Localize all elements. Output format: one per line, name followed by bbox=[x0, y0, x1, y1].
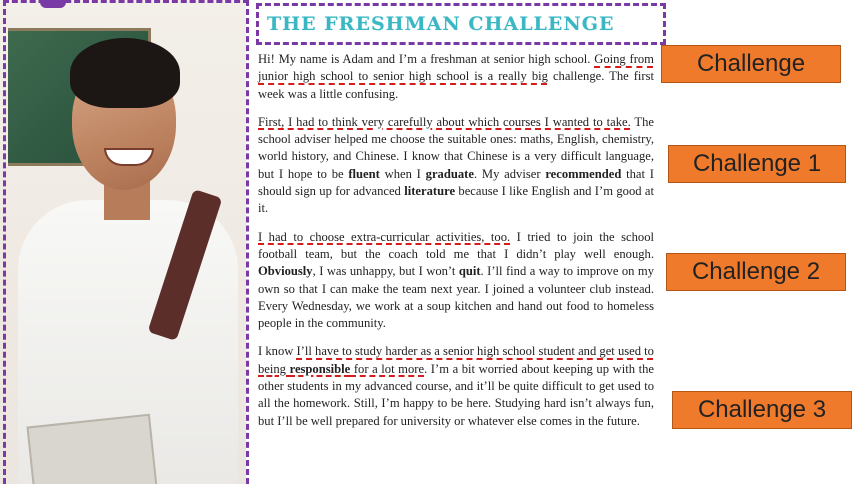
text-run: I know bbox=[258, 344, 297, 359]
text-run: because I like English and I’m good at it. bbox=[258, 184, 654, 216]
article-text bbox=[258, 51, 654, 441]
text-run: challenge. The first week was a little confusing. bbox=[258, 69, 654, 101]
text-run: , I was unhappy, but I won’t bbox=[312, 264, 459, 279]
underlined-challenge-3: I’ll have to study harder as a senior high school student and get used to being bbox=[258, 344, 654, 376]
bold-underlined-word: responsible bbox=[289, 361, 351, 376]
book bbox=[26, 414, 157, 484]
underlined-challenge-text: Going from junior high school to senior high school is a really big bbox=[258, 52, 654, 84]
photo-right-border bbox=[246, 0, 249, 484]
text-run: . I’ll find a way to improve on my own so that I can make the team next year. I joined a volunteer club instead. Every Wednesday, we work at a soup kitchen and hand out food to homeless people in the community. bbox=[258, 264, 655, 331]
bold-word: graduate bbox=[425, 166, 474, 181]
paragraph-1 bbox=[258, 51, 654, 103]
challenge-3-label: Challenge 3 bbox=[672, 391, 852, 429]
text-run: Hi! My name is Adam and I’m a freshman at senior high school. bbox=[258, 52, 595, 66]
corner-tab bbox=[40, 0, 66, 8]
text-run: when I bbox=[379, 166, 426, 181]
student-photo bbox=[0, 0, 246, 484]
paragraph-2 bbox=[258, 114, 654, 218]
photo-left-border bbox=[3, 0, 6, 484]
paragraph-3 bbox=[258, 229, 654, 333]
underlined-challenge-1: First, I had to think very carefully about which courses I wanted to take. bbox=[258, 114, 631, 129]
bold-word: Obviously bbox=[258, 264, 313, 279]
page-title: THE FRESHMAN CHALLENGE bbox=[267, 13, 615, 35]
challenge-1-label: Challenge 1 bbox=[668, 145, 846, 183]
underlined-challenge-2: I had to choose extra-curricular activities, too. bbox=[258, 229, 511, 244]
title-box bbox=[256, 3, 666, 45]
bold-word: recommended bbox=[545, 166, 622, 181]
text-run: . I’m a bit worried about keeping up with the other students in my advanced course, and it’ll be quite difficult to get used to all the homework. Still, I’m happy to be here. Studying hard isn’t always fun, but I’ll be well prepared for university or whatever else comes in the future. bbox=[258, 361, 654, 428]
challenge-2-label: Challenge 2 bbox=[666, 253, 846, 291]
challenge-label: Challenge bbox=[661, 45, 841, 83]
text-run: . My adviser bbox=[473, 166, 546, 181]
hair bbox=[70, 38, 180, 108]
bold-word: quit bbox=[458, 264, 481, 279]
bold-word: fluent bbox=[348, 166, 380, 181]
paragraph-4 bbox=[258, 343, 654, 429]
bold-word: literature bbox=[404, 184, 456, 199]
underlined-challenge-3-end: for a lot more bbox=[350, 361, 425, 376]
text-run: I tried to join the school football team, but the coach told me that I didn’t play well enough. bbox=[258, 229, 654, 261]
text-run: that I should sign up for advanced bbox=[258, 166, 654, 199]
text-run: The school adviser helped me choose the suitable ones: maths, English, chemistry, world history, and Chinese. I know that Chinese is a very difficult language, but I hope to be bbox=[258, 114, 654, 181]
